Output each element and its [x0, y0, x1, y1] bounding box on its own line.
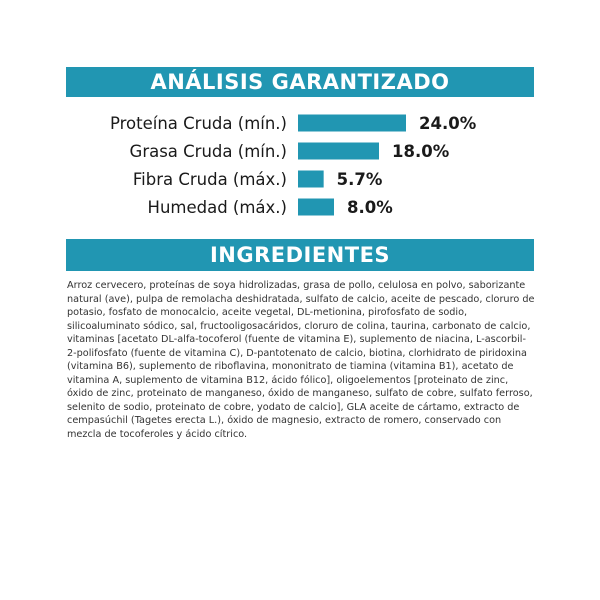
value-label: 24.0% [419, 114, 477, 133]
analysis-bar-chart [0, 0, 600, 235]
category-label: Proteína Cruda (mín.) [109, 114, 287, 133]
bar [298, 199, 334, 216]
category-label: Fibra Cruda (máx.) [132, 170, 287, 189]
ingredients-heading: INGREDIENTES [66, 239, 534, 271]
category-label: Grasa Cruda (mín.) [129, 142, 287, 161]
value-label: 18.0% [392, 142, 450, 161]
value-label: 5.7% [336, 170, 383, 189]
bar [298, 115, 406, 132]
analysis-heading: ANÁLISIS GARANTIZADO [66, 67, 534, 97]
category-label: Humedad (máx.) [147, 198, 287, 217]
bar [298, 171, 324, 188]
value-label: 8.0% [347, 198, 393, 217]
ingredients-text: Arroz cervecero, proteínas de soya hidrolizadas, grasa de pollo, celulosa en polvo, saborizante natural (ave), pulpa de remolacha deshidratada, sulfato de calcio, aceite de pescado, cloruro de potasio, fosfato de monocalcio, aceite vegetal, DL-metionina, pirofosfato de sodio, silicoaluminato sódico, sal, fructooligosacáridos, cloruro de colina, taurina, carbonato de calcio, vitaminas [acetato DL-alfa-tocoferol (fuente de vitamina E), suplemento de niacina, L-ascorbil-2-polifosfato (fuente de vitamina C), D-pantotenato de calcio, biotina, clorhidrato de piridoxina (vitamina B6), suplemento de riboflavina, mononitrato de tiamina (vitamina B1), acetato de vitamina A, suplemento de vitamina B12, ácido fólico], oligoelementos [proteinato de zinc, óxido de zinc, proteinato de manganeso, óxido de manganeso, sulfato de cobre, sulfato ferroso, selenito de sodio, proteinato de cobre, yodato de calcio], GLA aceite de cártamo, extracto de cempasúchil (Tagetes erecta L.), óxido de magnesio, extracto de romero, conservado con mezcla de tocoferoles y ácido cítrico. [67, 280, 535, 440]
bar [298, 143, 379, 160]
